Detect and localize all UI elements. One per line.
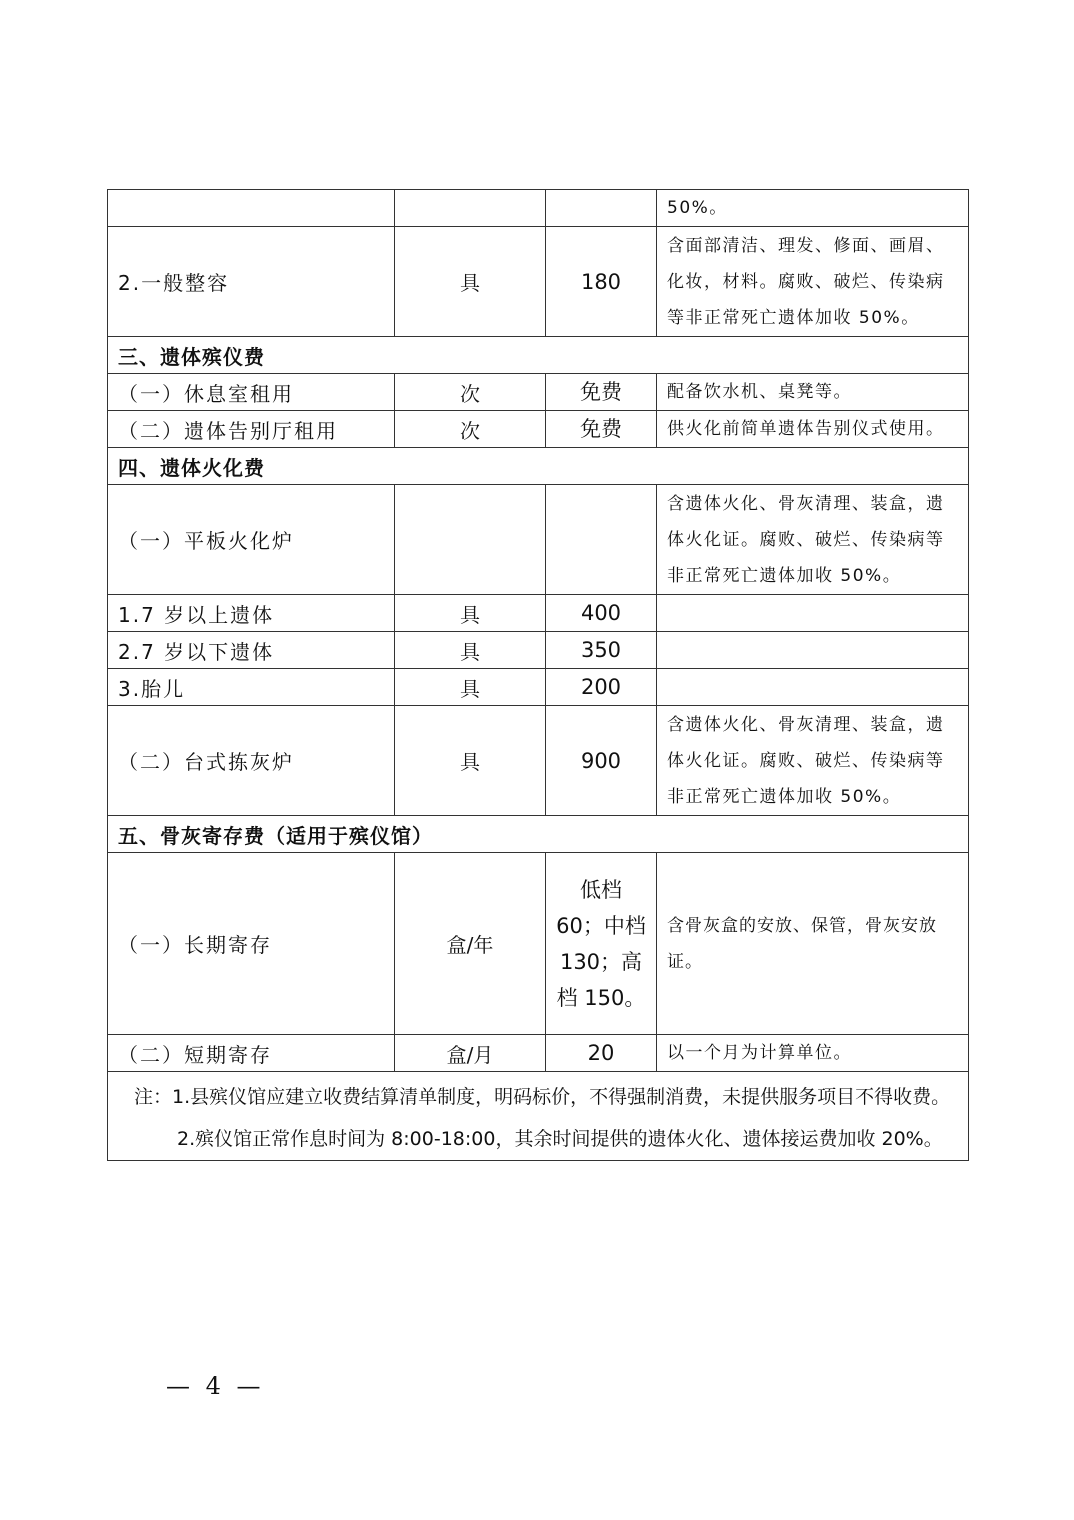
item-name: （一）长期寄存: [108, 853, 395, 1035]
item-name: （二）遗体告别厅租用: [108, 411, 395, 448]
section-row: [108, 448, 969, 485]
item-price: 200: [546, 669, 657, 706]
item-note: 以一个月为计算单位。: [657, 1035, 969, 1072]
item-name: 2.7 岁以下遗体: [108, 632, 395, 669]
table-row: [108, 595, 969, 632]
table-row: [108, 485, 969, 595]
table-row: [108, 411, 969, 448]
item-price: 900: [546, 706, 657, 816]
item-unit: 具: [395, 595, 546, 632]
section-title: 四、遗体火化费: [108, 448, 969, 485]
table-row: [108, 374, 969, 411]
item-price: 350: [546, 632, 657, 669]
item-unit: 具: [395, 706, 546, 816]
section-title: 三、遗体殡仪费: [108, 337, 969, 374]
item-price: 免费: [546, 374, 657, 411]
item-unit: 盒/月: [395, 1035, 546, 1072]
section-row: [108, 816, 969, 853]
item-unit: [395, 485, 546, 595]
note-line: 注：1.县殡仪馆应建立收费结算清单制度，明码标价，不得强制消费，未提供服务项目不得收费。: [134, 1086, 951, 1108]
item-price: 180: [546, 227, 657, 337]
item-price: 400: [546, 595, 657, 632]
table-row: [108, 706, 969, 816]
note-line: 2.殡仪馆正常作息时间为 8:00-18:00，其余时间提供的遗体火化、遗体接运费加收 20%。: [177, 1128, 943, 1150]
item-unit: 具: [395, 632, 546, 669]
item-unit: 具: [395, 669, 546, 706]
item-name: （一）休息室租用: [108, 374, 395, 411]
notes-cell: [108, 1072, 969, 1161]
item-unit: 次: [395, 374, 546, 411]
table-row: [108, 1035, 969, 1072]
item-name: （二）台式拣灰炉: [108, 706, 395, 816]
item-note: 含面部清洁、理发、修面、画眉、化妆，材料。腐败、破烂、传染病等非正常死亡遗体加收 50%。: [657, 227, 969, 337]
notes-row: [108, 1072, 969, 1161]
item-price: [546, 485, 657, 595]
item-note: [657, 669, 969, 706]
item-name: 3.胎儿: [108, 669, 395, 706]
item-unit: 具: [395, 227, 546, 337]
item-name: （二）短期寄存: [108, 1035, 395, 1072]
item-price: 免费: [546, 411, 657, 448]
item-unit: 盒/年: [395, 853, 546, 1035]
item-name: [108, 190, 395, 227]
item-note: 含骨灰盒的安放、保管，骨灰安放证。: [657, 853, 969, 1035]
item-note: [657, 595, 969, 632]
section-title: 五、骨灰寄存费（适用于殡仪馆）: [108, 816, 969, 853]
item-price: 20: [546, 1035, 657, 1072]
item-note: 含遗体火化、骨灰清理、装盒，遗体火化证。腐败、破烂、传染病等非正常死亡遗体加收 50%。: [657, 485, 969, 595]
page-number: — 4 —: [166, 1372, 265, 1400]
item-note: [657, 632, 969, 669]
item-note: 配备饮水机、桌凳等。: [657, 374, 969, 411]
fee-table: [107, 189, 969, 1161]
item-price: [546, 190, 657, 227]
table-row: [108, 190, 969, 227]
table-row: [108, 632, 969, 669]
table-row: [108, 853, 969, 1035]
item-unit: [395, 190, 546, 227]
table-row: [108, 227, 969, 337]
item-note: 供火化前简单遗体告别仪式使用。: [657, 411, 969, 448]
item-note: 50%。: [657, 190, 969, 227]
table-row: [108, 669, 969, 706]
item-unit: 次: [395, 411, 546, 448]
item-price: 低档 60；中档 130；高档 150。: [546, 853, 657, 1035]
section-row: [108, 337, 969, 374]
item-note: 含遗体火化、骨灰清理、装盒，遗体火化证。腐败、破烂、传染病等非正常死亡遗体加收 50%。: [657, 706, 969, 816]
item-name: （一）平板火化炉: [108, 485, 395, 595]
item-name: 2.一般整容: [108, 227, 395, 337]
item-name: 1.7 岁以上遗体: [108, 595, 395, 632]
